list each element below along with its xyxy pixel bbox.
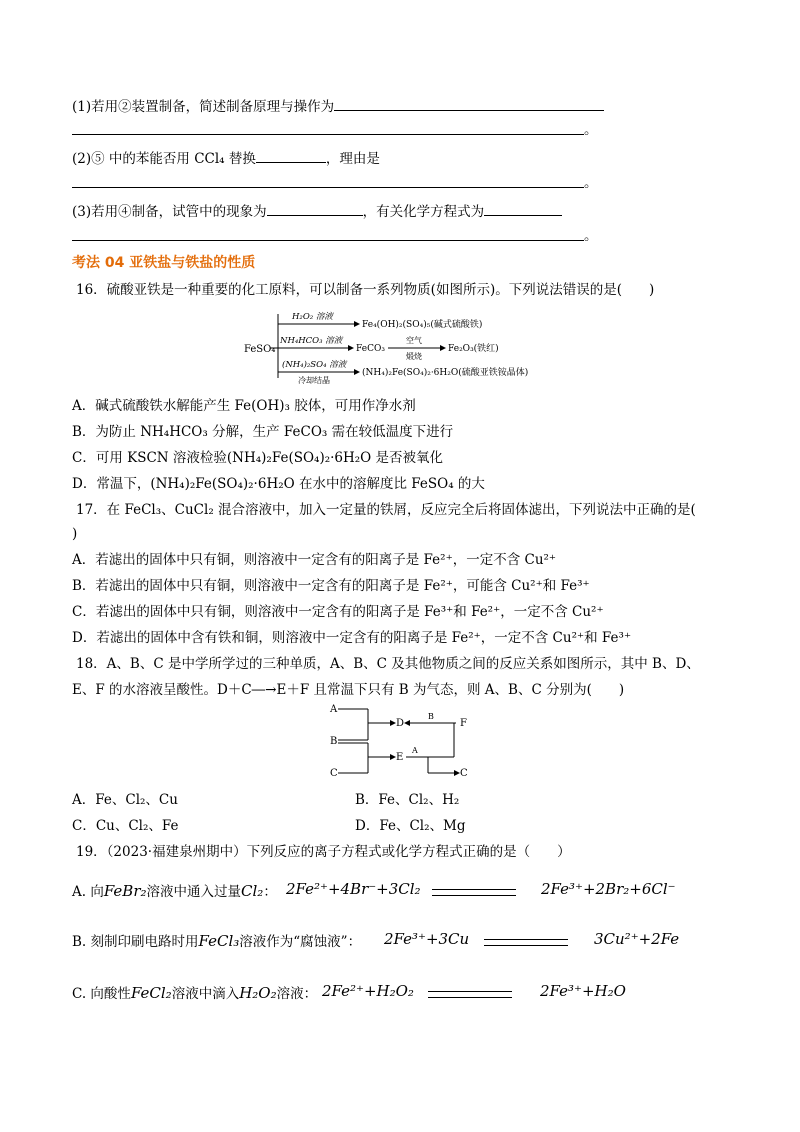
q16-option-a[interactable]: A．碱式硫酸铁水解能产生 Fe(OH)₃ 胶体，可用作净水剂 [72, 398, 416, 414]
q18-arrow-b-label: B [428, 712, 434, 721]
q19-c-prefix: C. 向酸性 [72, 986, 131, 1002]
q19-c-lhs: 2Fe²⁺+H₂O₂ [322, 982, 414, 1000]
equals-sign [428, 991, 512, 998]
q19-option-c[interactable] [72, 982, 317, 1005]
q19-a-mid: 溶液中通入过量 [146, 884, 242, 900]
prev-q-part2 [72, 148, 380, 169]
q19-c-rhs: 2Fe³⁺+H₂O [540, 982, 626, 1000]
q17-option-c[interactable]: C．若滤出的固体中只有铜，则溶液中一定含有的阳离子是 Fe³⁺和 Fe²⁺，一定不含 Cu²⁺ [72, 604, 604, 620]
equals-sign [432, 889, 516, 896]
q19-a-gas: Cl₂ [241, 882, 264, 900]
q16-r1-product: Fe₄(OH)₂(SO₄)₅(碱式硫酸铁) [362, 320, 483, 330]
q17-stem-line1: 17．在 FeCl₃、CuCl₂ 混合溶液中，加入一定量的铁屑，反应完全后将固体滤出，下列说法中正确的是( [76, 502, 696, 518]
q18-relation-diagram [328, 704, 478, 784]
q16-r1-label: H₂O₂ 溶液 [292, 312, 333, 322]
prev-q-part1-text: (1)若用②装置制备，简述制备原理与操作为 [72, 99, 335, 115]
answer-blank[interactable] [334, 96, 604, 111]
q16-start: FeSO₄ [244, 344, 276, 355]
q18-stem-line1: 18．A、B、C 是中学所学过的三种单质，A、B、C 及其他物质之间的反应关系如图所示，其中 B、D、 [76, 656, 700, 672]
q18-stem-line2: E、F 的水溶液呈酸性。D＋C―→E＋F 且常温下只有 B 为气态，则 A、B、C 分别为( ) [72, 682, 625, 698]
q19-a-prefix: A. 向 [72, 884, 104, 900]
q16-option-d[interactable]: D．常温下，(NH₄)₂Fe(SO₄)₂·6H₂O 在水中的溶解度比 FeSO₄ 的大 [72, 476, 485, 492]
q18-arrow-a-label: A [412, 746, 418, 755]
q16-r3-below: 冷却结晶 [298, 376, 330, 385]
q19-c-mid: 溶液中滴入 [171, 986, 240, 1002]
answer-blank[interactable] [256, 148, 326, 163]
q19-a-reagent: FeBr₂ [103, 882, 147, 900]
q18-option-a[interactable]: A．Fe、Cl₂、Cu [72, 792, 178, 808]
q19-c-reagent: FeCl₂ [130, 984, 172, 1002]
q16-r2-product: FeCO₃ [356, 344, 385, 354]
q16-stem: 16．硫酸亚铁是一种重要的化工原料，可以制备一系列物质(如图所示)。下列说法错误的是( ) [76, 282, 655, 298]
q16-r2-air: 空气 [406, 336, 422, 345]
q19-a-lhs: 2Fe²⁺+4Br⁻+3Cl₂ [286, 880, 421, 898]
section-heading: 考法 04 亚铁盐与铁盐的性质 [72, 255, 256, 271]
prev-q-part3 [72, 201, 562, 222]
prev-q-part2-text: (2)⑤ 中的苯能否用 CCl₄ 替换 [72, 151, 256, 167]
q16-option-b[interactable]: B．为防止 NH₄HCO₃ 分解，生产 FeCO₃ 需在较低温度下进行 [72, 424, 454, 440]
q18-node-c: C [330, 768, 338, 779]
q16-option-c[interactable]: C．可用 KSCN 溶液检验(NH₄)₂Fe(SO₄)₂·6H₂O 是否被氧化 [72, 450, 444, 466]
q17-option-a[interactable]: A．若滤出的固体中只有铜，则溶液中一定含有的阳离子是 Fe²⁺，一定不含 Cu²⁺ [72, 552, 557, 568]
q19-c-reagent2: H₂O₂ [239, 984, 277, 1002]
answer-blank-line[interactable] [72, 240, 584, 241]
q19-b-reagent: FeCl₃ [198, 932, 240, 950]
q16-r3-product: (NH₄)₂Fe(SO₄)₂·6H₂O(硫酸亚铁铵晶体) [362, 368, 529, 378]
q19-c-mid2: 溶液： [276, 986, 318, 1002]
q17-stem-line2: ) [72, 526, 78, 542]
q16-reaction-diagram [240, 306, 560, 386]
q19-b-mid: 溶液作为“腐蚀液”： [239, 934, 362, 950]
q18-node-f: F [460, 718, 467, 729]
q16-r3-label: (NH₄)₂SO₄ 溶液 [282, 360, 347, 370]
q17-option-b[interactable]: B．若滤出的固体中只有铜，则溶液中一定含有的阳离子是 Fe²⁺，可能含 Cu²⁺和 Fe³⁺ [72, 578, 590, 594]
q19-b-rhs: 3Cu²⁺+2Fe [594, 930, 680, 948]
q19-stem: 19．（2023·福建泉州期中）下列反应的离子方程式或化学方程式正确的是（ ） [76, 844, 571, 860]
q17-option-d[interactable]: D．若滤出的固体中含有铁和铜，则溶液中一定含有的阳离子是 Fe²⁺，一定不含 Cu²⁺和 Fe³⁺ [72, 630, 632, 646]
q18-node-b: B [330, 736, 338, 747]
q16-r2-final: Fe₂O₃(铁红) [448, 344, 499, 354]
q19-option-a[interactable] [72, 880, 277, 903]
q18-option-d[interactable]: D．Fe、Cl₂、Mg [355, 818, 466, 834]
end-mark: 。 [584, 228, 598, 244]
q19-option-b[interactable] [72, 930, 361, 953]
q16-r2-calc: 煅烧 [406, 352, 422, 361]
q19-b-prefix: B. 刻制印刷电路时用 [72, 934, 199, 950]
answer-blank-line[interactable] [72, 134, 584, 135]
q19-a-rhs: 2Fe³⁺+2Br₂+6Cl⁻ [541, 880, 676, 898]
q18-out-c: C [460, 768, 468, 779]
q18-option-b[interactable]: B．Fe、Cl₂、H₂ [355, 792, 460, 808]
end-mark: 。 [584, 175, 598, 191]
q16-r2-label: NH₄HCO₃ 溶液 [280, 336, 343, 346]
q18-node-a: A [330, 704, 338, 715]
equals-sign [484, 939, 568, 946]
answer-blank[interactable] [484, 201, 562, 216]
prev-q-part3-mid: ，有关化学方程式为 [362, 204, 485, 220]
q18-node-d: D [396, 718, 405, 729]
end-mark: 。 [584, 122, 598, 138]
q19-a-colon: ： [263, 884, 277, 900]
q19-b-lhs: 2Fe³⁺+3Cu [384, 930, 470, 948]
q18-node-e: E [396, 752, 404, 763]
q18-option-c[interactable]: C．Cu、Cl₂、Fe [72, 818, 179, 834]
answer-blank[interactable] [267, 201, 363, 216]
prev-q-part1 [72, 96, 604, 117]
prev-q-part2-mid: ，理由是 [325, 151, 380, 167]
prev-q-part3-text: (3)若用④制备，试管中的现象为 [72, 204, 267, 220]
answer-blank-line[interactable] [72, 187, 584, 188]
